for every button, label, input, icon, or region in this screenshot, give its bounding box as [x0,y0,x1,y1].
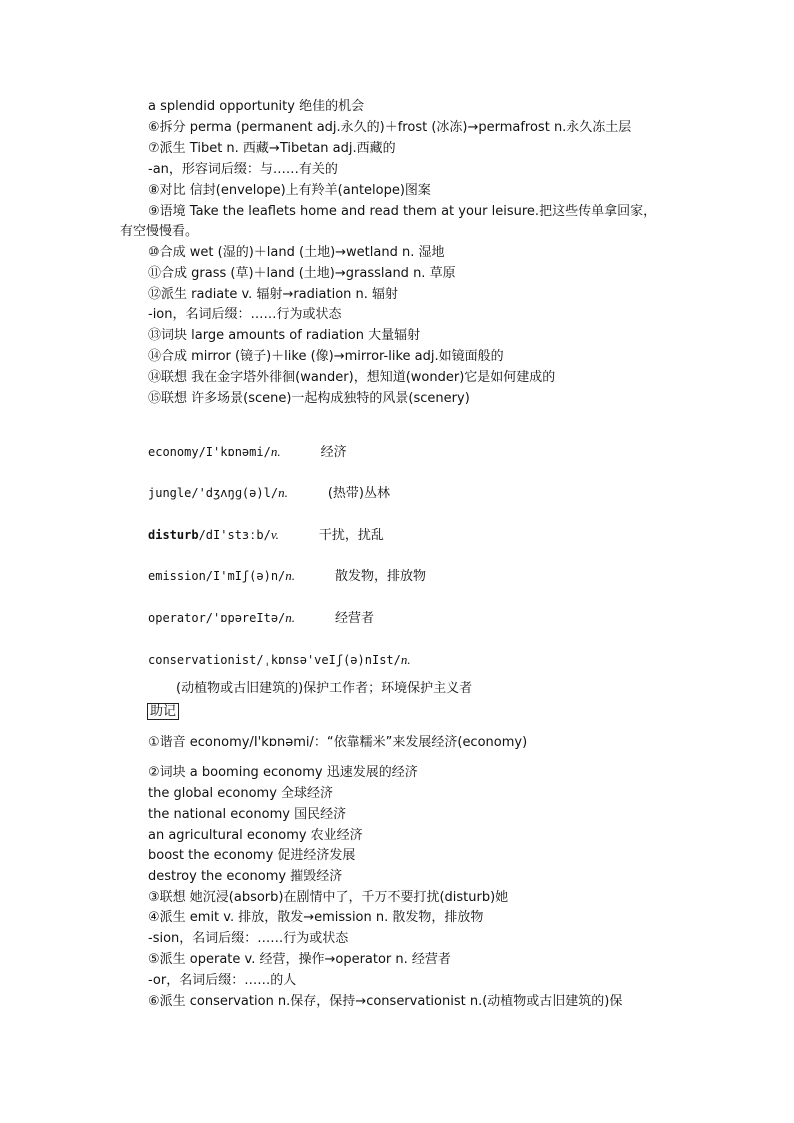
vocab-word: conservationist [148,653,257,667]
note-line: ⑤派生 operate v. 经营，操作→operator n. 经营者 [148,952,451,967]
note-line: ②词块 a booming economy 迅速发展的经济 [148,765,418,780]
vocab-pos: v. [270,527,279,542]
vocab-entry [148,610,374,626]
vocab-phonetic: /I'mIʃ(ə)n/ [205,569,286,583]
vocab-meaning-continued: (动植物或古旧建筑的)保护工作者；环境保护主义者 [176,681,473,696]
vocab-phonetic: /dI'stɜːb/ [198,528,271,542]
vocab-phonetic: /'ɒpəreItə/ [205,611,286,625]
vocab-pos: n. [278,485,288,500]
vocab-pos: n. [270,444,281,459]
vocab-phonetic: /I'kɒnəmi/ [198,445,271,459]
vocab-pos: n. [285,610,296,625]
note-line: ⑥拆分 perma (permanent adj.永久的)＋frost (冰冻)→permafrost n.永久冻土层 [148,120,632,135]
note-line: ⑪合成 grass (草)＋land (土地)→grassland n. 草原 [148,266,456,281]
vocab-word: emission [148,569,206,583]
mnemonic-label: 助记 [147,703,179,720]
note-line: an agricultural economy 农业经济 [148,828,363,843]
note-line: -an，形容词后缀：与……有关的 [148,162,338,177]
note-line: a splendid opportunity 绝佳的机会 [148,99,365,114]
vocab-entry [148,568,426,584]
vocab-entry [148,527,384,543]
vocab-entry [148,485,390,501]
note-line: ③联想 她沉浸(absorb)在剧情中了，千万不要打扰(disturb)她 [148,890,509,905]
vocab-phonetic: /'dʒʌŋɡ(ə)l/ [191,486,279,500]
vocab-meaning: 经营者 [335,611,375,626]
vocab-word: disturb [148,528,199,542]
note-line: ⑭联想 我在金字塔外徘徊(wander)，想知道(wonder)它是如何建成的 [148,370,556,385]
note-line: -or，名词后缀：……的人 [148,973,297,988]
note-line: the global economy 全球经济 [148,786,334,801]
note-line: ⑧对比 信封(envelope)上有羚羊(antelope)图案 [148,183,431,198]
note-line: boost the economy 促进经济发展 [148,848,356,863]
note-line: ⑦派生 Tibet n. 西藏→Tibetan adj.西藏的 [148,141,396,156]
note-line: 有空慢慢看。 [120,224,199,239]
vocab-meaning: 散发物，排放物 [335,569,427,584]
note-line: ①谐音 economy/I'kɒnəmi/：“依靠糯米”来发展经济(economy) [148,735,528,750]
note-line: ⑥派生 conservation n.保存，保持→conservationist n.(动植物或古旧建筑的)保 [148,994,623,1009]
note-line: ⑩合成 wet (湿的)＋land (土地)→wetland n. 湿地 [148,245,445,260]
vocab-entry [148,444,347,460]
vocab-word: jungle [148,486,192,500]
vocab-word: operator [148,611,206,625]
note-line: destroy the economy 摧毁经济 [148,869,343,884]
vocab-pos: n. [400,652,411,667]
note-line: the national economy 国民经济 [148,807,347,822]
vocab-word: economy [148,445,199,459]
note-line: ⑫派生 radiate v. 辐射→radiation n. 辐射 [148,287,399,302]
note-line: ⑨语境 Take the leaflets home and read them at your leisure.把这些传单拿回家， [148,204,657,219]
vocab-meaning: (热带)丛林 [327,486,390,501]
note-line: ④派生 emit v. 排放，散发→emission n. 散发物，排放物 [148,910,484,925]
note-line: -sion，名词后缀：……行为或状态 [148,931,349,946]
vocab-phonetic: /ˌkɒnsə'veIʃ(ə)nIst/ [256,653,401,667]
note-line: ⑬词块 large amounts of radiation 大量辐射 [148,328,421,343]
note-line: ⑭合成 mirror (镜子)＋like (像)→mirror-like adj.如镜面般的 [148,349,504,364]
vocab-entry [148,652,411,668]
note-line: ⑮联想 许多场景(scene)一起构成独特的风景(scenery) [148,391,470,406]
vocab-meaning: 经济 [320,445,347,460]
note-line: -ion，名词后缀：……行为或状态 [148,307,342,322]
vocab-meaning: 干扰，扰乱 [318,528,384,543]
vocab-pos: n. [285,568,296,583]
